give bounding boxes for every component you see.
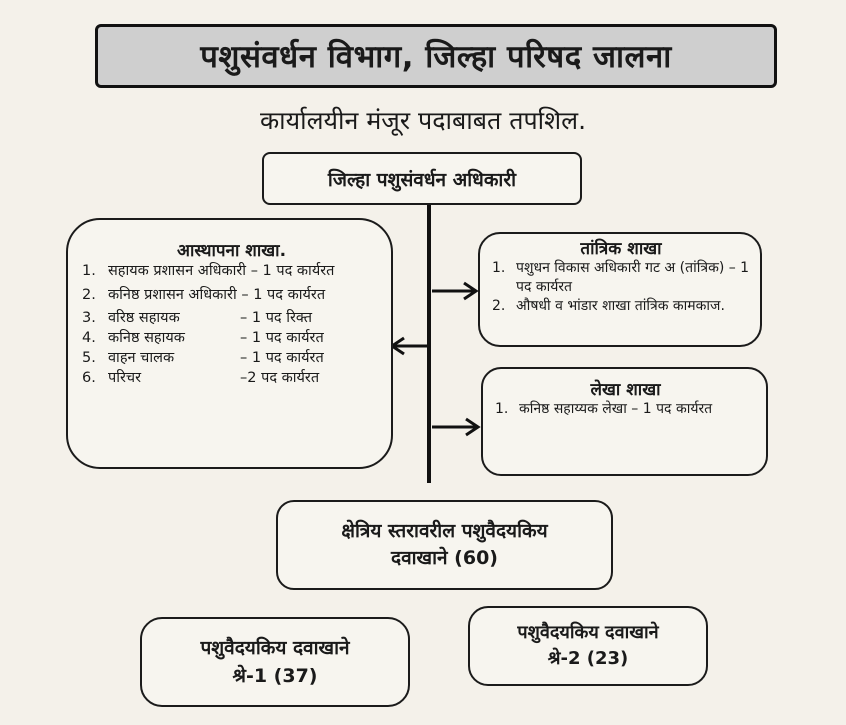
list-item: 1. सहायक प्रशासन अधिकारी – 1 पद कार्यरत	[82, 263, 335, 279]
title-banner	[95, 24, 777, 88]
admin-branch-title: आस्थापना शाखा.	[176, 241, 287, 261]
regional-clinics-line2: दवाखाने (60)	[390, 547, 498, 569]
grade1-clinics-line2: श्रे-1 (37)	[232, 665, 318, 687]
list-item: 5. वाहन चालक – 1 पद कार्यरत	[82, 350, 324, 366]
tech-branch-box	[478, 232, 762, 347]
tech-branch-title: तांत्रिक शाखा	[580, 239, 662, 259]
grade1-clinics-line1: पशुवैदयकिय दवाखाने	[200, 637, 350, 659]
tech-branch-list	[492, 259, 750, 316]
regional-clinics-box	[276, 500, 613, 590]
accounts-branch-box	[481, 367, 768, 476]
list-item: 4. कनिष्ठ सहायक – 1 पद कार्यरत	[82, 330, 324, 346]
page-subtitle: कार्यालयीन मंजूर पदाबाबत तपशिल.	[259, 106, 587, 135]
arrow-to-tech	[430, 281, 480, 301]
list-item: 1. पशुधन विकास अधिकारी गट अ (तांत्रिक) – 1 पद कार्यरत	[492, 260, 750, 295]
head-office-box	[262, 152, 582, 205]
list-item: 1. कनिष्ठ सहाय्यक लेखा – 1 पद कार्यरत	[495, 401, 713, 417]
grade2-clinics-line1: पशुवैदयकिय दवाखाने	[517, 622, 659, 643]
list-item: 2. औषधी व भांडार शाखा तांत्रिक कामकाज.	[492, 298, 725, 314]
admin-branch-box	[66, 218, 393, 469]
grade2-clinics-line2: श्रे-2 (23)	[547, 648, 629, 669]
head-office-label: जिल्हा पशुसंवर्धन अधिकारी	[327, 168, 517, 191]
grade1-clinics-box	[140, 617, 410, 707]
arrow-to-accounts	[430, 417, 482, 437]
admin-branch-list	[82, 261, 381, 388]
list-item: 3. वरिष्ठ सहायक – 1 पद रिक्त	[82, 310, 312, 326]
regional-clinics-line1: क्षेत्रिय स्तरावरील पशुवैदयकिय	[341, 520, 548, 542]
accounts-branch-title: लेखा शाखा	[590, 380, 661, 400]
list-item: 2. कनिष्ठ प्रशासन अधिकारी – 1 पद कार्यरत	[82, 287, 326, 303]
list-item: 6. परिचर –2 पद कार्यरत	[82, 370, 320, 386]
accounts-branch-list	[495, 400, 756, 419]
page-title: पशुसंवर्धन विभाग, जिल्हा परिषद जालना	[200, 39, 672, 75]
arrow-to-admin	[388, 336, 430, 356]
grade2-clinics-box	[468, 606, 708, 686]
